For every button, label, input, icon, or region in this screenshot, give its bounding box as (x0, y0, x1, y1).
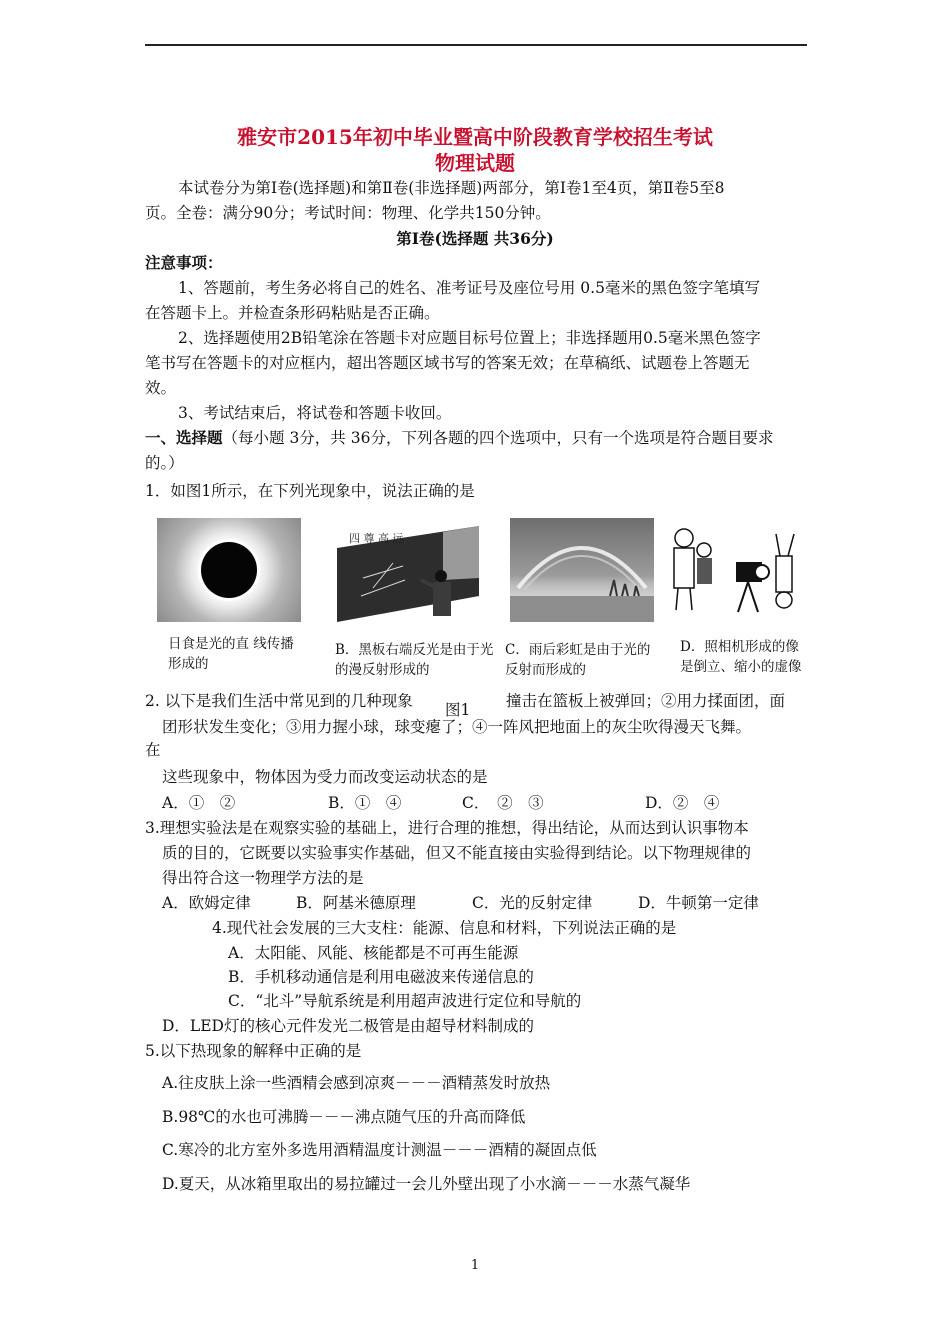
exam-subtitle: 物理试题 (435, 151, 515, 175)
question-2-line-1: 2. 以下是我们生活中常见到的几种现象 (145, 692, 413, 710)
page-number: 1 (470, 1258, 480, 1273)
notice-item-1-line-1: 1、答题前，考生务必将自己的姓名、准考证号及座位号用 0.5毫米的黑色签字笔填写 (178, 279, 760, 297)
notice-title: 注意事项： (145, 253, 223, 272)
question-3-option-b: B．阿基米德原理 (296, 894, 416, 912)
part-1-heading (145, 428, 773, 448)
question-5-option-c: C.寒冷的北方室外多选用酒精温度计测温－－－酒精的凝固点低 (162, 1141, 597, 1159)
intro-line-1: 本试卷分为第Ⅰ卷(选择题)和第Ⅱ卷(非选择题)两部分，第Ⅰ卷1至4页，第Ⅱ卷5至8 (178, 179, 725, 197)
question-2-option-a: A．① ② (162, 794, 236, 812)
question-3-line-2: 质的目的，它既要以实验事实作基础，但又不能直接由实验得到结论。以下物理规律的 (162, 844, 752, 862)
blackboard-text: 四 尊 高 远 (349, 532, 404, 545)
blackboard-teacher-icon (333, 518, 483, 623)
question-4-option-c: C．“北斗”导航系统是利用超声波进行定位和导航的 (228, 992, 582, 1010)
notice-item-2-line-3: 效。 (145, 379, 177, 397)
camera-cartoon-image (662, 520, 807, 620)
part-1-heading-rest: （每小题 3分，共 36分，下列各题的四个选项中，只有一个选项是符合题目要求 (222, 429, 774, 447)
question-1-option-c: C．雨后彩虹是由于光的反射而形成的 (505, 642, 651, 678)
question-3-option-c: C．光的反射定律 (472, 894, 593, 912)
figure-1-label: 图1 (445, 701, 471, 719)
question-4-option-a: A．太阳能、风能、核能都是不可再生能源 (228, 944, 519, 962)
notice-item-2-line-1: 2、选择题使用2B铅笔涂在答题卡对应题目标号位置上；非选择题用0.5毫米黑色签字 (178, 329, 761, 347)
intro-line-2: 页。全卷：满分90分；考试时间：物理、化学共150分钟。 (145, 204, 551, 222)
question-2-line-2b: 在 (145, 741, 161, 759)
solar-eclipse-image (157, 518, 301, 622)
question-3-line-1: 3.理想实验法是在观察实验的基础上，进行合理的推想，得出结论，从而达到认识事物本 (145, 819, 749, 837)
question-4-option-d: D．LED灯的核心元件发光二极管是由超导材料制成的 (162, 1017, 534, 1035)
question-3-option-d: D．牛顿第一定律 (638, 894, 759, 912)
question-5-option-b: B.98℃的水也可沸腾－－－沸点随气压的升高而降低 (162, 1108, 526, 1126)
question-5-option-d: D.夏天，从冰箱里取出的易拉罐过一会儿外壁出现了小水滴－－－水蒸气凝华 (162, 1175, 691, 1193)
question-1-option-d: D．照相机形成的像是倒立、缩小的虚像 (680, 639, 802, 675)
question-2-line-1-right: 撞击在篮板上被弹回；②用力揉面团，面 (506, 692, 786, 710)
question-1-option-b: B．黑板右端反光是由于光的漫反射形成的 (335, 642, 494, 678)
part-1-heading-line-2: 的。） (145, 454, 184, 472)
exam-title: 雅安市2015年初中毕业暨高中阶段教育学校招生考试 (237, 125, 713, 149)
question-1-stem: 1．如图1所示，在下列光现象中，说法正确的是 (145, 482, 475, 500)
question-5-option-a: A.往皮肤上涂一些酒精会感到凉爽－－－酒精蒸发时放热 (162, 1074, 551, 1092)
question-4-stem: 4.现代社会发展的三大支柱：能源、信息和材料，下列说法正确的是 (212, 919, 677, 937)
rainbow-image (510, 518, 654, 622)
camera-cartoon-icon (662, 520, 807, 620)
question-2-line-2: 团形状发生变化；③用力握小球，球变瘪了；④一阵风把地面上的灰尘吹得漫天飞舞。 (162, 718, 752, 736)
notice-item-2-line-2: 笔书写在答题卡的对应框内，超出答题区域书写的答案无效；在草稿纸、试题卷上答题无 (145, 354, 750, 372)
question-2-option-c: C． ② ③ (462, 794, 544, 812)
question-2-option-b: B．① ④ (328, 794, 402, 812)
blackboard-image (333, 518, 483, 623)
notice-item-1-line-2: 在答题卡上。并检查条形码粘贴是否正确。 (145, 304, 440, 322)
question-5-stem: 5.以下热现象的解释中正确的是 (145, 1042, 362, 1060)
part-1-heading-bold: 一、选择题 (145, 428, 223, 447)
header-rule (145, 44, 807, 46)
question-4-option-b: B．手机移动通信是利用电磁波来传递信息的 (228, 968, 534, 986)
question-2-option-d: D．② ④ (645, 794, 720, 812)
eclipse-corona-icon (157, 518, 301, 622)
notice-item-3: 3、考试结束后，将试卷和答题卡收回。 (178, 404, 452, 422)
question-1-option-a: 日食是光的直 线传播形成的 (168, 636, 294, 672)
question-3-line-3: 得出符合这一物理学方法的是 (162, 869, 364, 887)
rainbow-icon (510, 518, 654, 622)
question-2-line-3: 这些现象中，物体因为受力而改变运动状态的是 (162, 768, 488, 786)
section-1-title: 第Ⅰ卷(选择题 共36分) (396, 229, 554, 248)
question-3-option-a: A．欧姆定律 (162, 894, 251, 912)
